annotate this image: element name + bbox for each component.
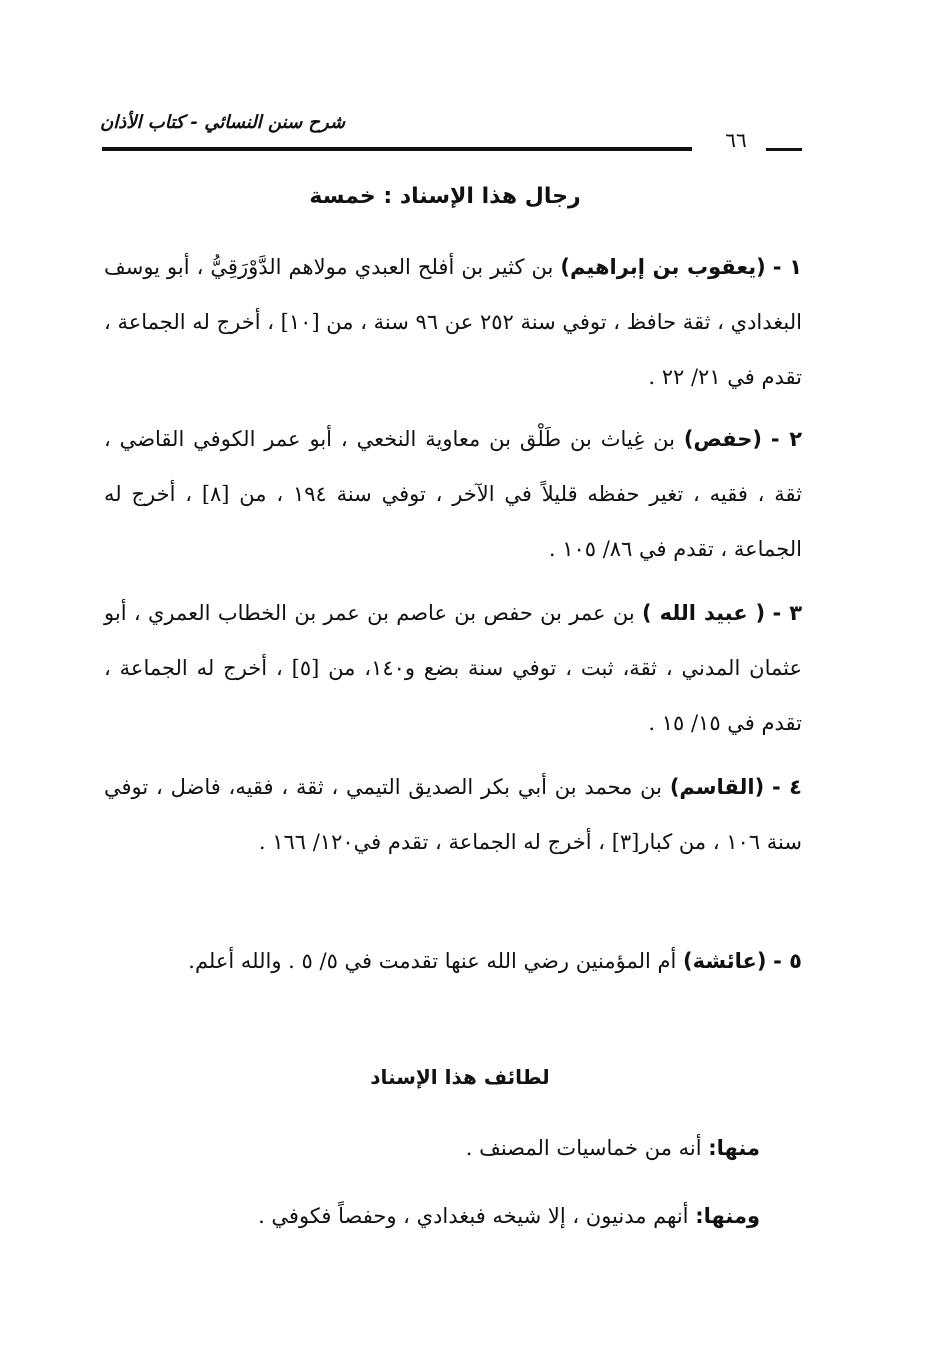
entry-number: ٢ -	[770, 427, 803, 451]
narrator-entry-1	[104, 240, 802, 405]
subtlety-label: ومنها:	[695, 1204, 760, 1228]
subtlety-label: منها:	[708, 1136, 760, 1160]
entry-number: ١ -	[772, 255, 803, 279]
entry-text: بن غِياث بن طَلْق بن معاوية النخعي ، أبو عمر الكوفي القاضي ، ثقة ، فقيه ، تغير حفظه قليلاً في الآخر ، توفي سنة ١٩٤ ، من [٨] ، أخرج له الجماعة ، تقدم في ٨٦/ ١٠٥ .	[104, 427, 802, 561]
subtlety-text: أنهم مدنيون ، إلا شيخه فبغدادي ، وحفصاً فكوفي .	[258, 1204, 689, 1228]
narrator-name: (القاسم)	[669, 775, 765, 799]
narrator-entry-5	[104, 934, 802, 989]
narrator-entry-3	[104, 586, 802, 751]
running-title	[100, 112, 400, 133]
narrator-entry-2	[104, 412, 802, 577]
entry-number: ٥ -	[773, 949, 802, 973]
entry-text: بن كثير بن أفلح العبدي مولاهم الدَّوْرَقِيُّ ، أبو يوسف البغدادي ، ثقة حافظ ، توفي سنة ٢٥٢ عن ٩٦ سنة ، من [١٠] ، أخرج له الجماعة ، تقدم في ٢١/ ٢٢ .	[104, 255, 802, 389]
header-rule	[102, 147, 692, 151]
entry-text: بن محمد بن أبي بكر الصديق التيمي ، ثقة ، فقيه، فاضل ، توفي سنة ١٠٦ ، من كبار[٣] ، أخرج له الجماعة ، تقدم في١٢٠/ ١٦٦ .	[104, 775, 802, 854]
narrator-name: ( عبيد الله )	[642, 601, 766, 625]
entry-text: بن عمر بن حفص بن عاصم بن عمر بن الخطاب العمري ، أبو عثمان المدني ، ثقة، ثبت ، توفي سنة بضع و١٤٠، من [٥] ، أخرج له الجماعة ، تقدم في ١٥/ ١٥ .	[104, 601, 802, 735]
narrator-name: (يعقوب بن إبراهيم)	[560, 255, 766, 279]
running-title-text: شرح سنن النسائي - كتاب الأذان	[100, 112, 346, 133]
section-heading-subtleties: لطائف هذا الإسناد	[370, 1065, 550, 1089]
narrator-name: (حفص)	[683, 427, 762, 451]
narrator-entry-4	[104, 760, 802, 870]
section-heading-narrators: رجال هذا الإسناد : خمسة	[309, 184, 581, 209]
subtlety-text: أنه من خماسيات المصنف .	[465, 1136, 702, 1160]
subtlety-line-1	[120, 1128, 760, 1168]
entry-number: ٤ -	[772, 775, 802, 799]
page-number-dash	[766, 148, 802, 151]
page-number: ٦٦	[725, 128, 747, 152]
entry-text: أم المؤمنين رضي الله عنها تقدمت في ٥/ ٥ . والله أعلم.	[188, 949, 677, 973]
narrator-name: (عائشة)	[683, 949, 767, 973]
subtlety-line-2	[120, 1196, 760, 1236]
entry-number: ٣ -	[772, 601, 803, 625]
